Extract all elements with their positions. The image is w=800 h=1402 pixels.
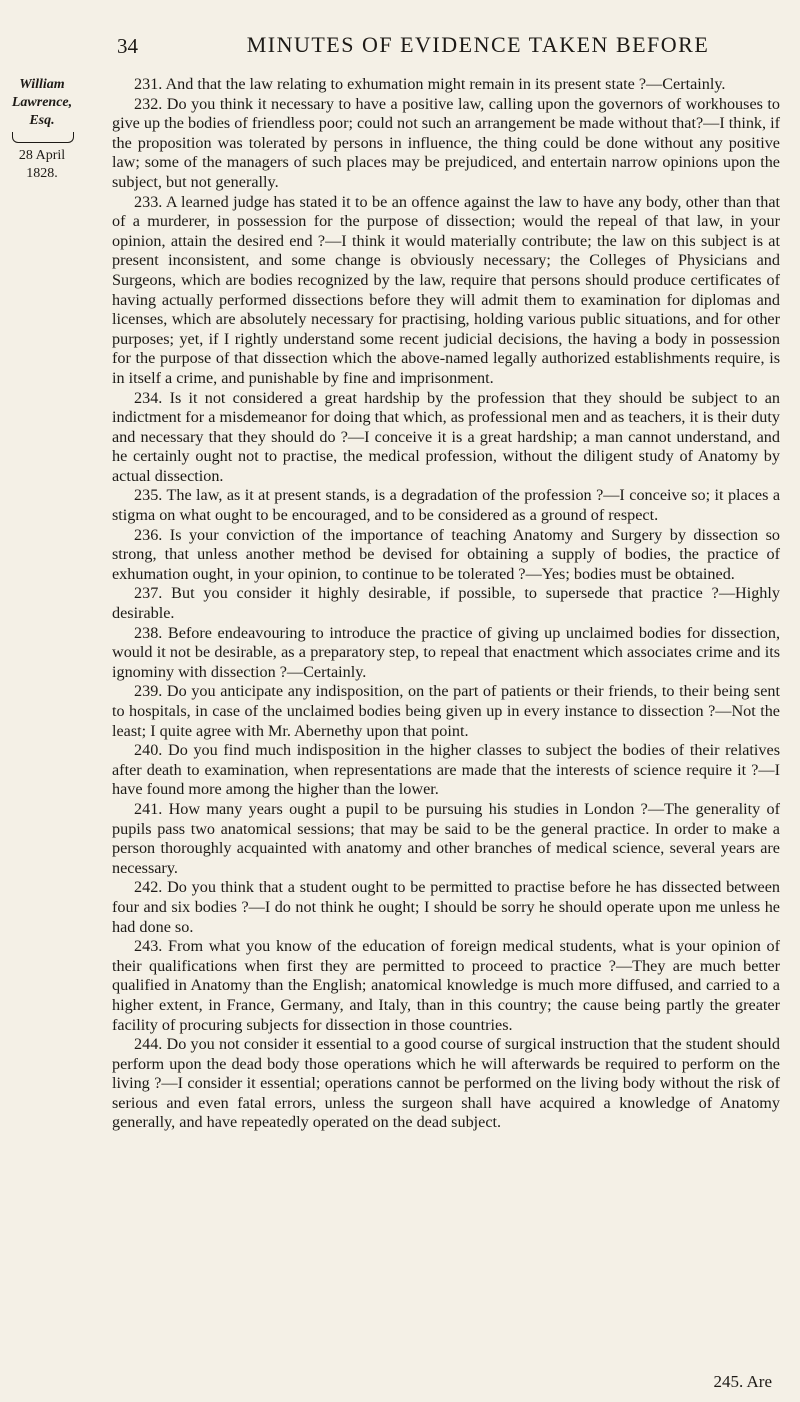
running-head: MINUTES OF EVIDENCE TAKEN BEFORE <box>246 32 710 57</box>
date-line-2: 1828. <box>26 166 58 181</box>
witness-sidenote <box>4 76 80 183</box>
paragraph-236: 236. Is your conviction of the importance of teaching Anatomy and Surgery by dissection so strong, that unless another method be devised for obtaining a supply of bodies, the practice of exhumation ought, in your opinion, to continue to be tolerated ?—Yes; bodies must be obtained. <box>112 525 780 583</box>
paragraph-237: 237. But you consider it highly desirable, if possible, to supersede that practice ?—Highly desirable. <box>112 584 780 623</box>
paragraph-242: 242. Do you think that a student ought to be permitted to practise before he has dissected between four and six bodies ?—I do not think he ought; I should be sorry he should operate upon me unless he had done so. <box>112 878 780 936</box>
witness-title: Esq. <box>29 113 55 128</box>
paragraph-241: 241. How many years ought a pupil to be pursuing his studies in London ?—The generality of pupils pass two anatomical sessions; that may be said to be the general practice. In order to make a person thoroughly acquainted with anatomy and other branches of medical science, several years are necessary. <box>112 799 780 877</box>
witness-name: William Lawrence, <box>11 77 73 110</box>
paragraph-233: 233. A learned judge has stated it to be an offence against the law to have any body, other than that of a murderer, in possession for the purpose of dissection; would the repeal of that law, in your opinion, attain the desired end ?—I think it would materially contribute; the law on this subject is at present inconsistent, and some change is obviously necessary; the Colleges of Physicians and Surgeons, which are bodies recognized by the law, require that persons should produce certificates of having actually performed dissections before they will admit them to examination for diplomas and licenses, which are absolutely necessary for practising, holding various public situations, and for other purposes; yet, if I rightly understand some recent judicial decisions, the having a body in possession for the purpose of that dissection which the above-named legally authorized establishments require, is in itself a crime, and punishable by fine and imprisonment. <box>112 192 780 387</box>
paragraph-244: 244. Do you not consider it essential to a good course of surgical instruction that the student should perform upon the dead body those operations which he will afterwards be required to perform on the living ?—I consider it essential; operations cannot be performed on the living body without the risk of serious and even fatal errors, unless the surgeon shall have acquired a knowledge of Anatomy generally, and have repeatedly operated on the dead subject. <box>112 1035 780 1132</box>
page-number: 34 <box>117 34 138 58</box>
date-line-1: 28 April <box>18 148 66 163</box>
catchword: 245. Are <box>713 1372 772 1391</box>
paragraph-240: 240. Do you find much indisposition in the higher classes to subject the bodies of their relatives after death to examination, when representations are made that the interests of science require it ?—I have found more among the higher than the lower. <box>112 741 780 799</box>
brace-mark <box>12 132 74 143</box>
paragraph-231: 231. And that the law relating to exhumation might remain in its present state ?—Certainly. <box>134 75 726 93</box>
paragraph-239: 239. Do you anticipate any indisposition, on the part of patients or their friends, to their being sent to hospitals, in case of the unclaimed bodies being given up in every instance to dissection ?—Not the least; I quite agree with Mr. Abernethy upon that point. <box>112 682 780 740</box>
paragraph-235: 235. The law, as it at present stands, is a degradation of the profession ?—I conceive so; it places a stigma on what ought to be encouraged, and to be considered as a ground of respect. <box>112 486 780 525</box>
paragraph-238: 238. Before endeavouring to introduce the practice of giving up unclaimed bodies for dissection, would it not be desirable, as a preparatory step, to repeal that enactment which associates crime and its ignominy with dissection ?—Certainly. <box>112 623 780 681</box>
paragraph-232: 232. Do you think it necessary to have a positive law, calling upon the governors of workhouses to give up the bodies of friendless poor; could not such an arrangement be made without that?—I think, if the proposition was tolerated by persons in influence, the thing could be done without any positive law; some of the managers of such places may be prejudiced, and entertain narrow opinions upon the subject, but not generally. <box>112 94 781 191</box>
paragraph-234: 234. Is it not considered a great hardship by the profession that they should be subject to an indictment for a misdemeanor for doing that which, as professional men and as teachers, it is their duty and necessary that they should do ?—I conceive it is a great hardship; a man cannot understand, and he certainly ought not to practise, the medical profession, without the diligent study of Anatomy by actual dissection. <box>112 388 780 485</box>
paragraph-243: 243. From what you know of the education of foreign medical students, what is your opinion of their qualifications when first they are permitted to proceed to practice ?—They are much better qualified in Anatomy than the English; anatomical knowledge is much more diffused, and carried to a higher extent, in France, Germany, and Italy, than in this country; the cause being partly the greater facility of procuring subjects for dissection in those countries. <box>112 937 780 1034</box>
main-text <box>112 75 780 1133</box>
